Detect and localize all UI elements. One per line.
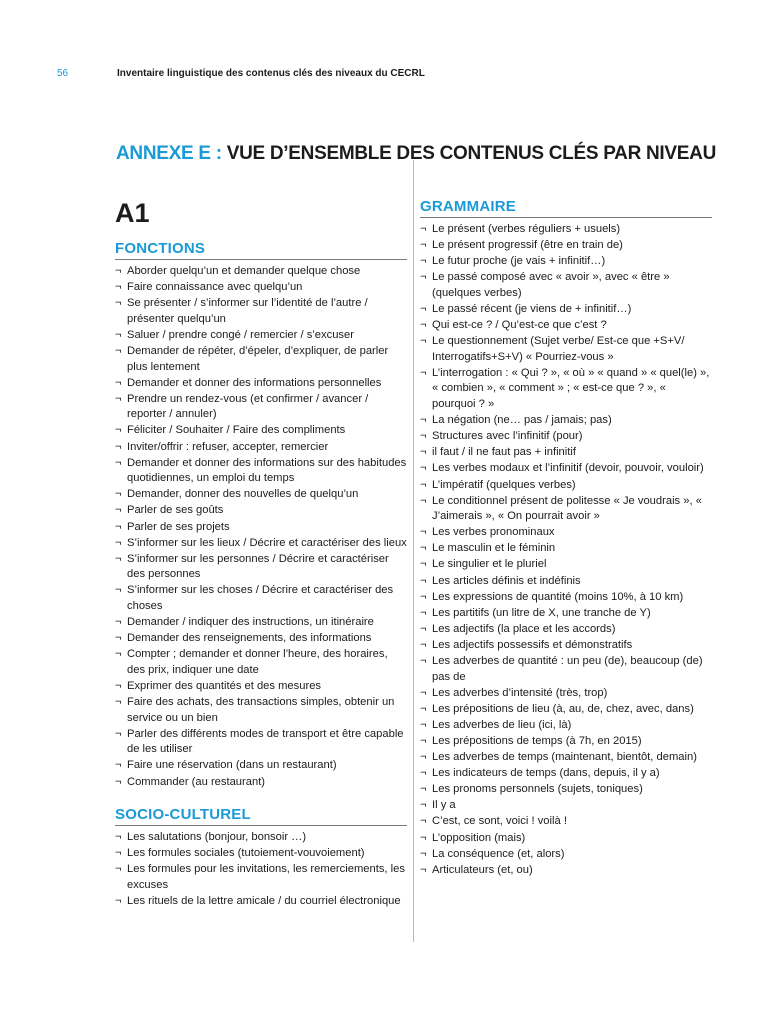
list-item xyxy=(420,557,712,573)
list-item xyxy=(420,686,712,702)
list-item-text: Structures avec l’infinitif (pour) xyxy=(432,430,583,443)
list-item xyxy=(115,647,407,678)
bullet-icon: ¬ xyxy=(420,622,427,635)
list-item xyxy=(115,296,407,327)
list-item-text: Parler de ses projets xyxy=(127,520,230,533)
bullet-icon: ¬ xyxy=(115,847,122,860)
bullet-icon: ¬ xyxy=(115,775,122,788)
list-item-text: S’informer sur les lieux / Décrire et caractériser des lieux xyxy=(127,536,407,549)
bullet-icon: ¬ xyxy=(115,759,122,772)
bullet-icon: ¬ xyxy=(115,727,122,740)
bullet-icon: ¬ xyxy=(115,456,122,469)
list-item xyxy=(115,503,407,519)
list-item-text: Les articles définis et indéfinis xyxy=(432,574,581,587)
list-item-text: Demander des renseignements, des informations xyxy=(127,632,372,645)
list-item xyxy=(420,766,712,782)
list-item xyxy=(115,631,407,647)
list-item-text: Saluer / prendre congé / remercier / s’excuser xyxy=(127,328,354,341)
bullet-icon: ¬ xyxy=(420,638,427,651)
page-header xyxy=(57,68,728,82)
list-item-text: S’informer sur les personnes / Décrire et caractériser des personnes xyxy=(127,552,389,581)
list-item-text: Il y a xyxy=(432,799,456,812)
list-item-text: Faire une réservation (dans un restaurant) xyxy=(127,759,337,772)
list-item-text: La conséquence (et, alors) xyxy=(432,847,565,860)
running-title: Inventaire linguistique des contenus clés des niveaux du CECRL xyxy=(117,68,425,79)
list-item-text: Le masculin et le féminin xyxy=(432,542,556,555)
list-item xyxy=(420,622,712,638)
list-item-text: Les pronoms personnels (sujets, toniques) xyxy=(432,783,643,796)
list-item xyxy=(115,552,407,583)
list-item-text: Les verbes modaux et l’infinitif (devoir, pouvoir, vouloir) xyxy=(432,462,704,475)
list-item xyxy=(420,494,712,525)
list-item-text: Faire connaissance avec quelqu’un xyxy=(127,281,303,294)
list-item-text: Aborder quelqu’un et demander quelque chose xyxy=(127,265,361,277)
bullet-icon: ¬ xyxy=(420,223,427,235)
list-item xyxy=(115,695,407,726)
list-item-text: Exprimer des quantités et des mesures xyxy=(127,679,322,692)
list-item xyxy=(115,758,407,774)
bullet-icon: ¬ xyxy=(420,718,427,731)
bullet-icon: ¬ xyxy=(115,679,122,692)
bullet-icon: ¬ xyxy=(115,328,122,341)
list-item xyxy=(420,782,712,798)
list-item-text: Les verbes pronominaux xyxy=(432,526,555,539)
bullet-icon: ¬ xyxy=(420,831,427,844)
bullet-icon: ¬ xyxy=(420,462,427,475)
list-item-text: Prendre un rendez-vous (et confirmer / avancer / reporter / annuler) xyxy=(127,392,369,421)
bullet-icon: ¬ xyxy=(115,392,122,405)
list-item-text: La négation (ne… pas / jamais; pas) xyxy=(432,414,612,427)
list-item xyxy=(115,487,407,503)
fonctions-list xyxy=(115,264,407,790)
bullet-icon: ¬ xyxy=(115,552,122,565)
bullet-icon: ¬ xyxy=(115,863,122,876)
bullet-icon: ¬ xyxy=(420,302,427,315)
list-item xyxy=(420,254,712,270)
list-item-text: L’interrogation : « Qui ? », « où » « quand » « quel(le) », « combien », « comment » ; « est-ce que ? », « pourquoi ? » xyxy=(432,366,710,411)
socio-culturel-list xyxy=(115,830,407,909)
list-item xyxy=(420,222,712,238)
bullet-icon: ¬ xyxy=(115,440,122,453)
list-item-text: Le présent progressif (être en train de) xyxy=(432,239,623,252)
list-item xyxy=(420,270,712,301)
bullet-icon: ¬ xyxy=(115,616,122,629)
bullet-icon: ¬ xyxy=(115,297,122,310)
bullet-icon: ¬ xyxy=(115,281,122,294)
list-item xyxy=(115,392,407,423)
bullet-icon: ¬ xyxy=(420,271,427,284)
list-item xyxy=(420,461,712,477)
section-heading-fonctions: FONCTIONS xyxy=(115,240,407,260)
list-item xyxy=(420,831,712,847)
list-item xyxy=(420,734,712,750)
list-item-text: Le présent (verbes réguliers + usuels) xyxy=(432,223,621,235)
bullet-icon: ¬ xyxy=(420,478,427,491)
list-item xyxy=(115,830,407,846)
list-item-text: Articulateurs (et, ou) xyxy=(432,863,533,876)
page-number: 56 xyxy=(57,68,69,79)
list-item-text: Le futur proche (je vais + infinitif…) xyxy=(432,255,606,268)
list-item xyxy=(420,525,712,541)
list-item xyxy=(420,413,712,429)
left-column xyxy=(115,198,407,910)
list-item-text: Les rituels de la lettre amicale / du courriel électronique xyxy=(127,894,401,907)
list-item-text: L’opposition (mais) xyxy=(432,831,526,844)
list-item xyxy=(115,679,407,695)
list-item xyxy=(115,456,407,487)
bullet-icon: ¬ xyxy=(420,366,427,379)
list-item-text: Les adverbes de lieu (ici, là) xyxy=(432,718,572,731)
annex-title xyxy=(116,143,748,165)
list-item xyxy=(420,798,712,814)
annex-title-text: VUE D’ENSEMBLE DES CONTENUS CLÉS PAR NIVEAU xyxy=(226,143,716,164)
list-item-text: Les adverbes de temps (maintenant, bientôt, demain) xyxy=(432,751,697,764)
bullet-icon: ¬ xyxy=(115,648,122,661)
list-item-text: Les indicateurs de temps (dans, depuis, il y a) xyxy=(432,767,660,780)
column-divider xyxy=(413,160,414,942)
list-item-text: Féliciter / Souhaiter / Faire des compliments xyxy=(127,424,346,437)
list-item-text: Les partitifs (un litre de X, une tranche de Y) xyxy=(432,606,651,619)
list-item xyxy=(115,583,407,614)
list-item xyxy=(420,718,712,734)
list-item xyxy=(420,574,712,590)
list-item-text: Parler de ses goûts xyxy=(127,504,224,517)
bullet-icon: ¬ xyxy=(420,335,427,348)
list-item xyxy=(420,302,712,318)
list-item xyxy=(115,344,407,375)
list-item xyxy=(115,376,407,392)
section-heading-socio-culturel: SOCIO-CULTUREL xyxy=(115,806,407,826)
list-item-text: Le conditionnel présent de politesse « Je voudrais », « J’aimerais », « On pourrait avoir » xyxy=(432,494,702,523)
bullet-icon: ¬ xyxy=(420,606,427,619)
list-item xyxy=(115,440,407,456)
list-item-text: Les adjectifs possessifs et démonstratifs xyxy=(432,638,633,651)
list-item xyxy=(115,536,407,552)
list-item-text: Faire des achats, des transactions simples, obtenir un service ou un bien xyxy=(127,696,395,724)
list-item-text: L’impératif (quelques verbes) xyxy=(432,478,576,491)
list-item-text: Les adverbes d’intensité (très, trop) xyxy=(432,686,608,699)
list-item xyxy=(420,814,712,830)
list-item-text: Demander / indiquer des instructions, un itinéraire xyxy=(127,616,374,629)
list-item xyxy=(420,334,712,365)
list-item xyxy=(420,429,712,445)
list-item xyxy=(115,520,407,536)
list-item-text: S’informer sur les choses / Décrire et caractériser des choses xyxy=(127,584,394,612)
list-item xyxy=(420,638,712,654)
list-item-text: Parler des différents modes de transport et être capable de les utiliser xyxy=(127,727,404,756)
annex-prefix: ANNEXE E : xyxy=(116,143,222,164)
bullet-icon: ¬ xyxy=(420,847,427,860)
bullet-icon: ¬ xyxy=(420,767,427,780)
bullet-icon: ¬ xyxy=(115,424,122,437)
bullet-icon: ¬ xyxy=(420,751,427,764)
list-item-text: Les prépositions de temps (à 7h, en 2015) xyxy=(432,735,642,747)
list-item-text: Demander et donner des informations personnelles xyxy=(127,376,382,389)
list-item xyxy=(420,847,712,863)
bullet-icon: ¬ xyxy=(420,735,427,747)
list-item xyxy=(115,280,407,296)
list-item xyxy=(115,862,407,893)
list-item-text: C’est, ce sont, voici ! voilà ! xyxy=(432,815,567,828)
list-item xyxy=(115,727,407,758)
bullet-icon: ¬ xyxy=(420,430,427,443)
grammaire-list xyxy=(420,222,712,878)
bullet-icon: ¬ xyxy=(420,815,427,828)
bullet-icon: ¬ xyxy=(115,536,122,549)
list-item-text: Demander de répéter, d’épeler, d’expliquer, de parler plus lentement xyxy=(127,344,389,373)
bullet-icon: ¬ xyxy=(420,783,427,796)
list-item-text: Commander (au restaurant) xyxy=(127,775,266,788)
list-item xyxy=(420,590,712,606)
list-item xyxy=(420,238,712,254)
list-item xyxy=(115,775,407,791)
list-item-text: Les salutations (bonjour, bonsoir …) xyxy=(127,831,307,844)
list-item xyxy=(115,264,407,280)
list-item-text: Le singulier et le pluriel xyxy=(432,558,547,571)
bullet-icon: ¬ xyxy=(115,894,122,907)
list-item-text: Demander, donner des nouvelles de quelqu’un xyxy=(127,488,359,501)
bullet-icon: ¬ xyxy=(115,584,122,597)
bullet-icon: ¬ xyxy=(420,590,427,603)
right-column xyxy=(420,198,712,879)
list-item-text: Qui est-ce ? / Qu’est-ce que c’est ? xyxy=(432,319,607,332)
list-item xyxy=(420,478,712,494)
bullet-icon: ¬ xyxy=(420,799,427,812)
bullet-icon: ¬ xyxy=(420,574,427,587)
bullet-icon: ¬ xyxy=(115,831,122,844)
bullet-icon: ¬ xyxy=(115,696,122,709)
bullet-icon: ¬ xyxy=(115,265,122,277)
list-item-text: Les adverbes de quantité : un peu (de), beaucoup (de) pas de xyxy=(432,655,703,683)
bullet-icon: ¬ xyxy=(420,414,427,427)
bullet-icon: ¬ xyxy=(420,558,427,571)
list-item-text: Le passé récent (je viens de + infinitif…) xyxy=(432,302,632,315)
list-item-text: Le passé composé avec « avoir », avec « être » (quelques verbes) xyxy=(432,271,670,299)
list-item-text: Le questionnement (Sujet verbe/ Est-ce que +S+V/ Interrogatifs+S+V) « Pourriez-vous » xyxy=(432,335,685,363)
list-item-text: il faut / il ne faut pas + infinitif xyxy=(432,446,576,459)
list-item-text: Les adjectifs (la place et les accords) xyxy=(432,622,616,635)
list-item xyxy=(420,541,712,557)
bullet-icon: ¬ xyxy=(420,239,427,252)
list-item xyxy=(420,750,712,766)
bullet-icon: ¬ xyxy=(420,255,427,268)
list-item-text: Compter ; demander et donner l’heure, des horaires, des prix, indiquer une date xyxy=(127,648,388,676)
bullet-icon: ¬ xyxy=(420,686,427,699)
list-item-text: Inviter/offrir : refuser, accepter, remercier xyxy=(127,440,329,453)
list-item-text: Les formules pour les invitations, les remerciements, les excuses xyxy=(127,863,405,891)
bullet-icon: ¬ xyxy=(420,863,427,876)
list-item xyxy=(420,366,712,413)
bullet-icon: ¬ xyxy=(115,344,122,357)
list-item-text: Les expressions de quantité (moins 10%, à 10 km) xyxy=(432,590,684,603)
bullet-icon: ¬ xyxy=(420,319,427,332)
bullet-icon: ¬ xyxy=(420,526,427,539)
bullet-icon: ¬ xyxy=(420,494,427,507)
list-item xyxy=(420,606,712,622)
list-item xyxy=(420,863,712,879)
list-item xyxy=(115,846,407,862)
list-item-text: Se présenter / s’informer sur l’identité de l’autre / présenter quelqu’un xyxy=(127,297,368,325)
level-heading: A1 xyxy=(115,198,150,228)
list-item xyxy=(420,654,712,685)
bullet-icon: ¬ xyxy=(115,504,122,517)
list-item xyxy=(115,328,407,344)
list-item xyxy=(115,615,407,631)
list-item xyxy=(420,445,712,461)
bullet-icon: ¬ xyxy=(115,376,122,389)
list-item-text: Les formules sociales (tutoiement-vouvoiement) xyxy=(127,847,365,860)
bullet-icon: ¬ xyxy=(115,488,122,501)
bullet-icon: ¬ xyxy=(420,702,427,715)
section-heading-grammaire: GRAMMAIRE xyxy=(420,198,712,218)
bullet-icon: ¬ xyxy=(420,542,427,555)
list-item xyxy=(115,423,407,439)
list-item xyxy=(420,702,712,718)
list-item-text: Les prépositions de lieu (à, au, de, chez, avec, dans) xyxy=(432,702,694,715)
bullet-icon: ¬ xyxy=(420,655,427,668)
bullet-icon: ¬ xyxy=(420,446,427,459)
list-item-text: Demander et donner des informations sur des habitudes quotidiennes, un emploi du temps xyxy=(127,456,407,485)
list-item xyxy=(420,318,712,334)
bullet-icon: ¬ xyxy=(115,632,122,645)
bullet-icon: ¬ xyxy=(115,520,122,533)
list-item xyxy=(115,894,407,910)
